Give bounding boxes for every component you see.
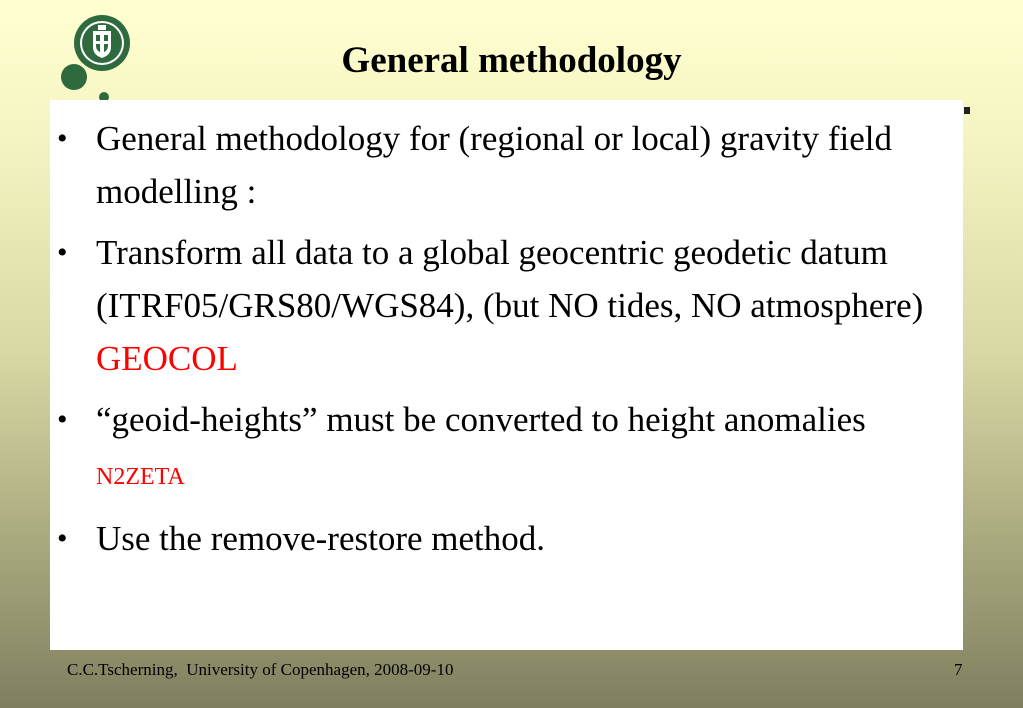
bullet-marker: • [57, 122, 68, 155]
bullet-item [50, 112, 950, 218]
decorative-square [964, 107, 970, 114]
program-name-geocol: GEOCOL [96, 339, 238, 378]
slide-title: General methodology [341, 40, 682, 81]
bullet-item [50, 226, 950, 385]
content-box [50, 100, 963, 650]
bullet-marker: • [57, 236, 68, 269]
bullet-marker: • [57, 522, 68, 555]
bullet-list [50, 112, 950, 573]
bullet-text: Transform all data to a global geocentric geodetic datum (ITRF05/GRS80/WGS84), (but NO tides, NO atmosphere) [96, 233, 924, 325]
bullet-marker: • [57, 403, 68, 436]
page-number: 7 [954, 660, 963, 679]
bullet-item [50, 393, 950, 504]
footer-credit: C.C.Tscherning, University of Copenhagen, 2008-09-10 [67, 660, 454, 679]
bullet-text: Use the remove-restore method. [96, 519, 546, 558]
program-name-n2zeta: N2ZETA [96, 464, 185, 490]
bullet-text: General methodology for (regional or local) gravity field modelling : [96, 119, 892, 211]
bullet-item [50, 512, 950, 565]
bullet-text: “geoid-heights” must be converted to height anomalies [96, 400, 866, 439]
